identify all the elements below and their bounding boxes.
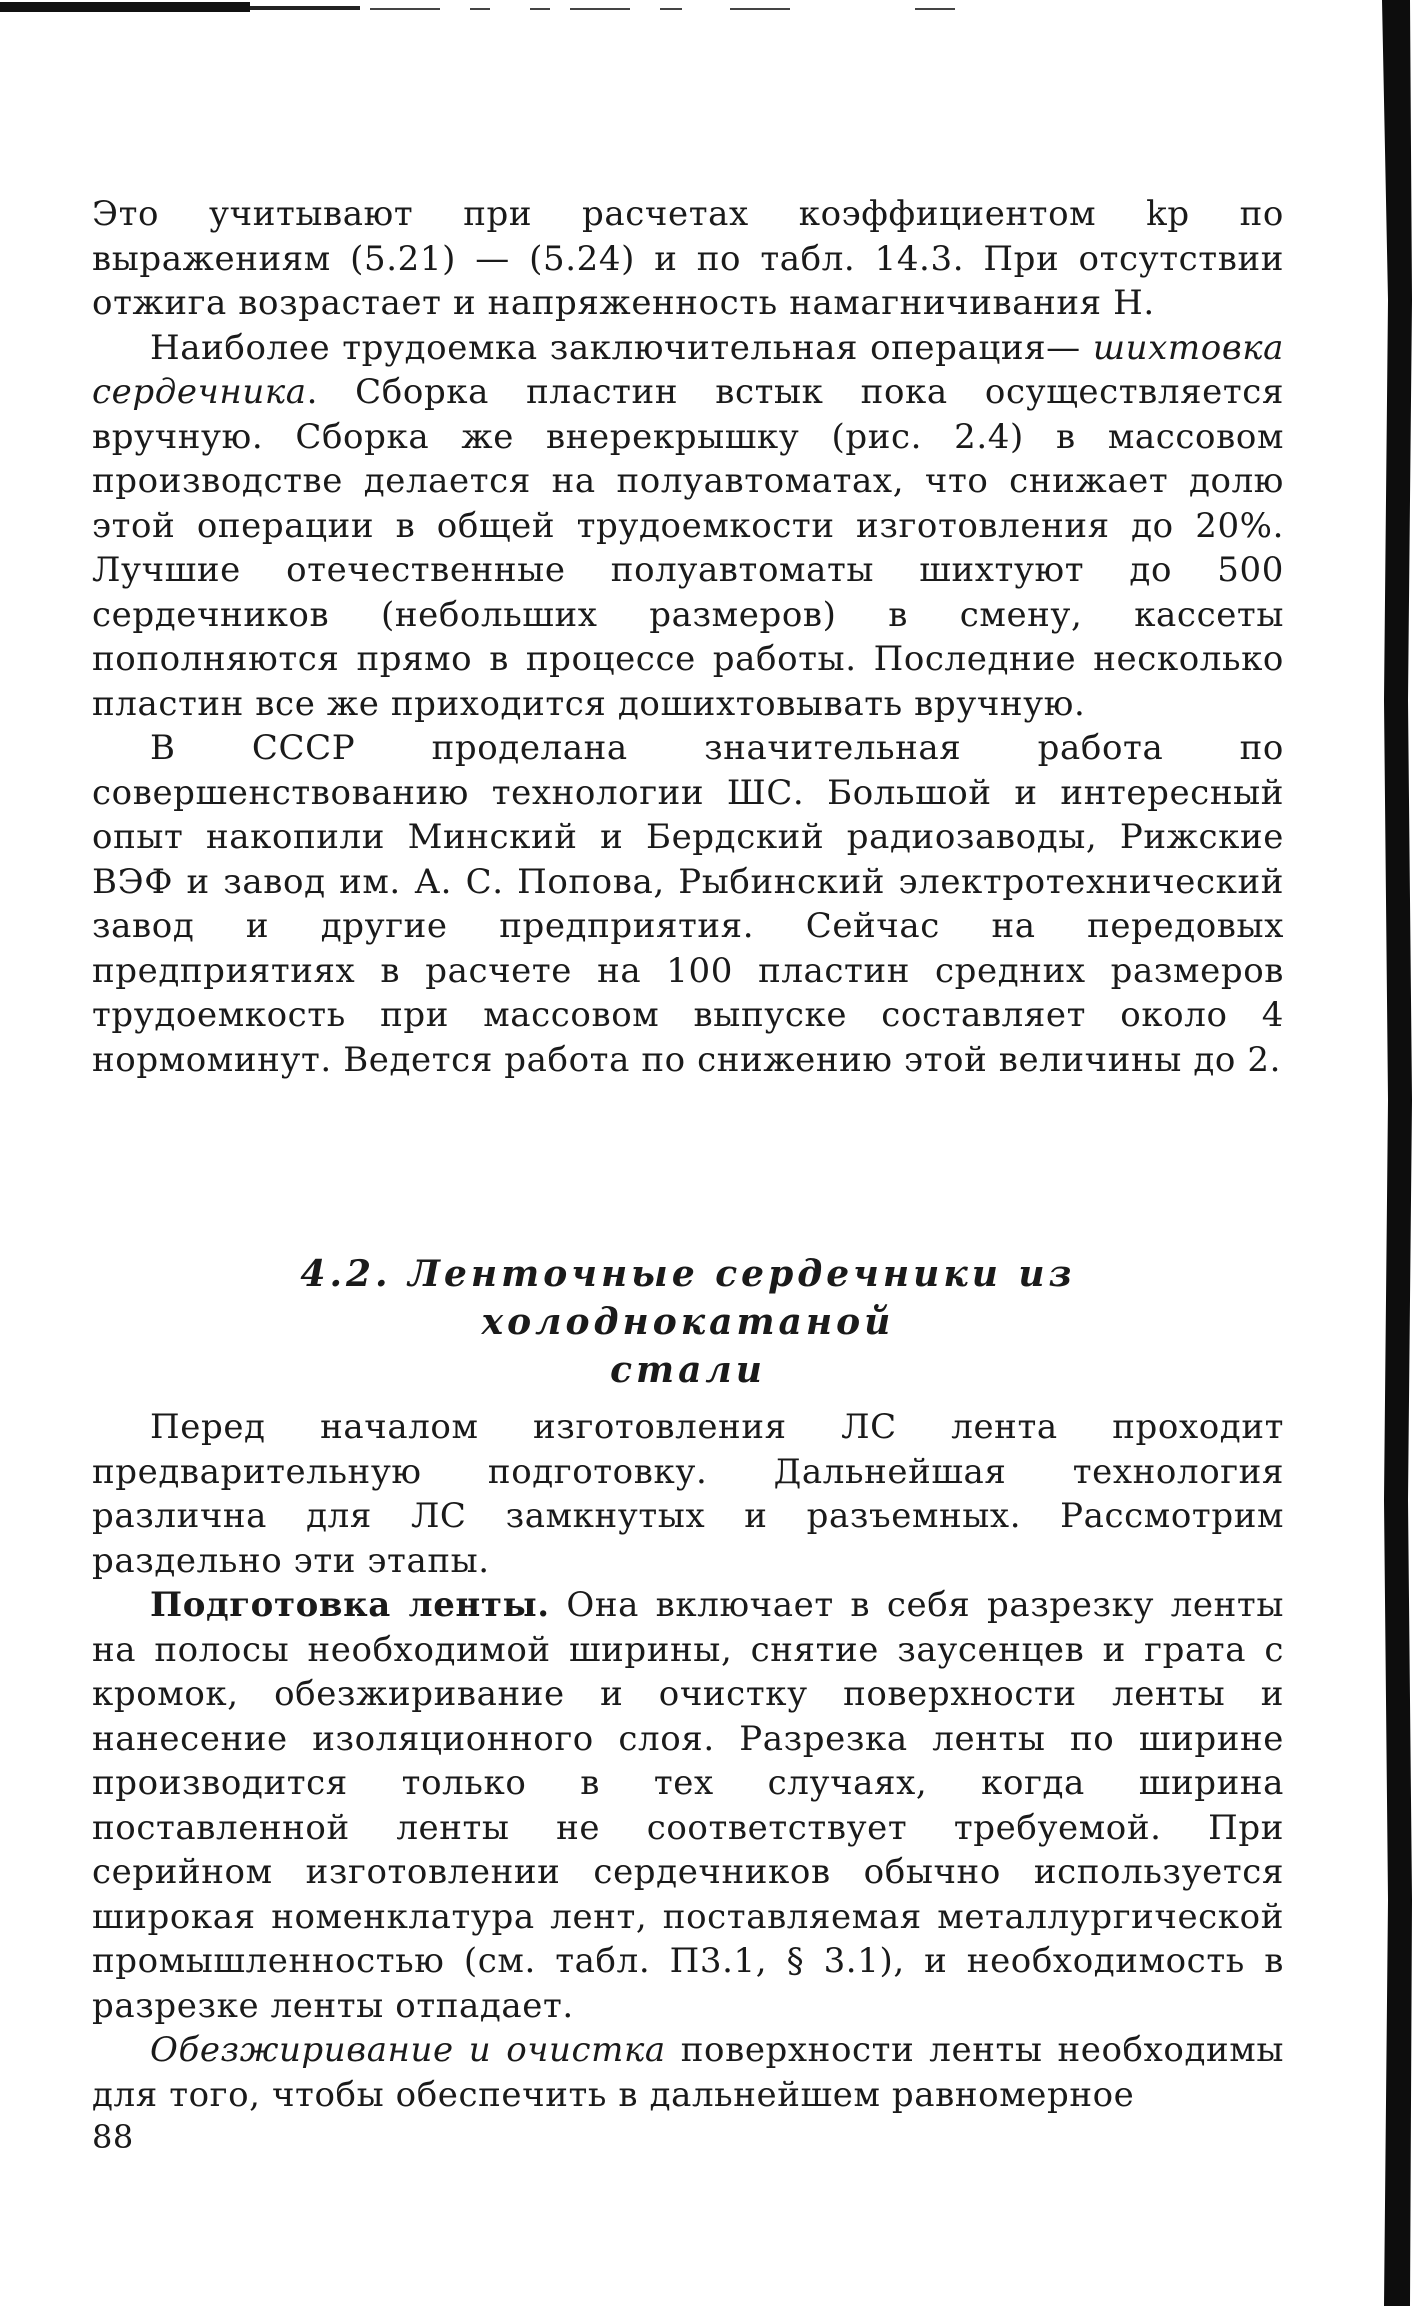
scan-spine-shadow bbox=[1370, 0, 1424, 2306]
paragraph-1: Это учитывают при расчетах коэффициентом kр по выражениям (5.21) — (5.24) и по табл. 14.3. При отсутствии отжига возрастает и напряженность намагничивания H. bbox=[92, 194, 1284, 323]
paragraph-6-italic-lead: Обезжиривание и очистка bbox=[150, 2030, 666, 2070]
paragraph-5-bold-lead: Подготовка ленты. bbox=[150, 1585, 550, 1625]
section-heading-line-1: 4.2. Ленточные сердечники из холоднокатаной bbox=[300, 1253, 1076, 1343]
paragraph-2-italic-term: шихтовка сердечника bbox=[92, 327, 1284, 412]
paragraph-2-start: Наиболее трудоемка заключительная операция— bbox=[150, 327, 1093, 368]
page-number: 88 bbox=[92, 2118, 134, 2156]
body-text-after-heading bbox=[92, 1405, 1284, 2117]
paragraph-3: В СССР проделана значительная работа по совершенствованию технологии ШС. Большой и интересный опыт накопили Минский и Бердский радиозаводы, Рижские ВЭФ и завод им. А. С. Попова, Рыбинский электротехнический завод и другие предприятия. Сейчас на передовых предприятиях в расчете на 100 пластин средних размеров трудоемкость при массовом выпуске составляет около 4 нормоминут. Ведется работа по снижению этой величины до 2. bbox=[92, 728, 1284, 1080]
paragraph-2-rest: . Сборка пластин встык пока осуществляется вручную. Сборка же внерекрышку (рис. 2.4) в массовом производстве делается на полуавтоматах, что снижает долю этой операции в общей трудоемкости изготовления до 20%. Лучшие отечественные полуавтоматы шихтуют до 500 сердечников (небольших размеров) в смену, кассеты пополняются прямо в процессе работы. Последние несколько пластин все же приходится дошихтовывать вручную. bbox=[92, 372, 1284, 724]
paragraph-4: Перед началом изготовления ЛС лента проходит предварительную подготовку. Дальнейшая технология различна для ЛС замкнутых и разъемных. Рассмотрим раздельно эти этапы. bbox=[92, 1407, 1284, 1581]
paragraph-6 bbox=[92, 2028, 1284, 2117]
paragraph-5 bbox=[92, 1583, 1284, 2028]
body-text-before-heading bbox=[92, 192, 1284, 1082]
paragraph-2 bbox=[92, 326, 1284, 727]
scan-top-edge-line bbox=[0, 0, 1000, 18]
section-heading-line-2: стали bbox=[610, 1349, 766, 1391]
paragraph-6-rest: поверхности ленты необходимы для того, чтобы обеспечить в дальнейшем равномерное bbox=[92, 2030, 1284, 2115]
section-heading bbox=[92, 1250, 1284, 1394]
paragraph-5-rest: Она включает в себя разрезку ленты на полосы необходимой ширины, снятие заусенцев и грата с кромок, обезжиривание и очистку поверхности ленты и нанесение изоляционного слоя. Разрезка ленты по ширине производится только в тех случаях, когда ширина поставленной ленты не соответствует требуемой. При серийном изготовлении сердечников обычно используется широкая номенклатура лент, поставляемая металлургической промышленностью (см. табл. П3.1, § 3.1), и необходимость в разрезке ленты отпадает. bbox=[92, 1585, 1284, 2026]
